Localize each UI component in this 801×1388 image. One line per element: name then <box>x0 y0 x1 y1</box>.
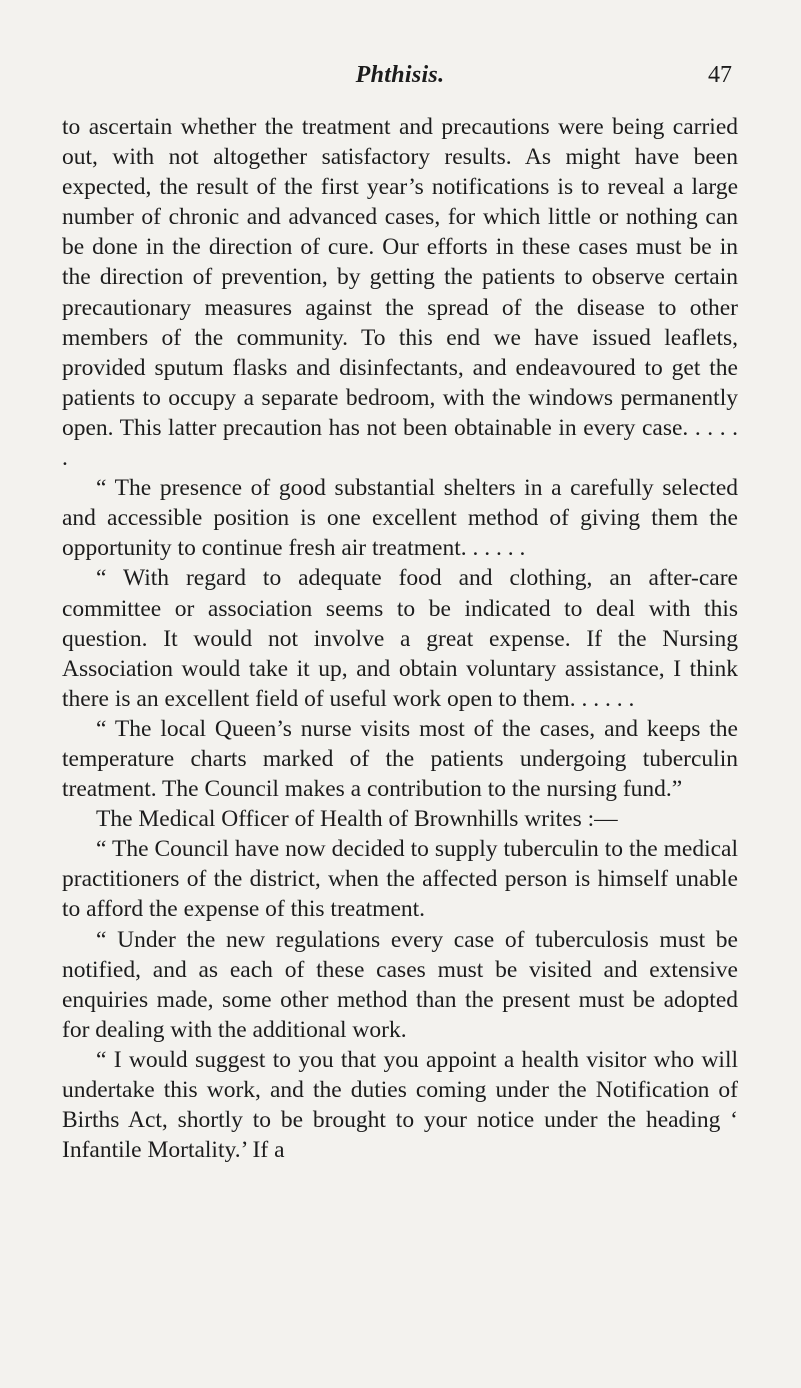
paragraph-tuberculin-supply: “ The Council have now decided to supply tuberculin to the medical practitioners of the district, when the affected person is himself unable to afford the expense of this treatment. <box>62 836 738 923</box>
paragraph-new-regulations: “ Under the new regulations every case of tuberculosis must be notified, and as each of these cases must be visited and extensive enquiries made, some other method than the present must be adopted for dealing with the additional work. <box>62 926 738 1043</box>
paragraph-health-visitor: “ I would suggest to you that you appoint a health visitor who will undertake this work, and the duties coming under the Notification of Births Act, shortly to be brought to your notice under the heading ‘ Infantile Mortality.’ If a <box>62 1046 738 1164</box>
paragraph-queens-nurse: “ The local Queen’s nurse visits most of the cases, and keeps the temperature charts marked of the patients undergoing tuberculin treatment. The Council makes a contribution to the nursing fund.” <box>62 715 738 803</box>
body-text <box>62 112 738 1165</box>
paragraph-continuation: to ascertain whether the treatment and precautions were being carried out, with not altogether satisfactory results. As might have been expected, the result of the first year’s notifications is to reveal a large number of chronic and advanced cases, for which little or nothing can be done in the direction of cure. Our efforts in these cases must be in the direction of prevention, by getting the patients to observe certain precautionary measures against the spread of the disease to other members of the community. To this end we have issued leaflets, provided sputum flasks and disinfectants, and endeavoured to get the patients to occupy a separate bedroom, with the windows permanently open. This latter precaution has not been obtainable in every case. . . . . . <box>62 114 738 472</box>
page-number: 47 <box>708 62 732 88</box>
book-page <box>62 62 738 1165</box>
page-header <box>62 62 738 98</box>
paragraph-brownhills-intro: The Medical Officer of Health of Brownhills writes :— <box>96 806 618 833</box>
paragraph-after-care: “ With regard to adequate food and clothing, an after-care committee or association seems to be indicated to deal with this question. It would not involve a great expense. If the Nursing Association would take it up, and obtain voluntary assistance, I think there is an excellent field of useful work open to them. . . . . . <box>62 565 738 712</box>
paragraph-shelters: “ The presence of good substantial shelters in a carefully selected and accessible position is one excellent method of giving them the opportunity to continue fresh air treatment. . . . . . <box>62 475 738 562</box>
running-title: Phthisis. <box>355 62 445 88</box>
